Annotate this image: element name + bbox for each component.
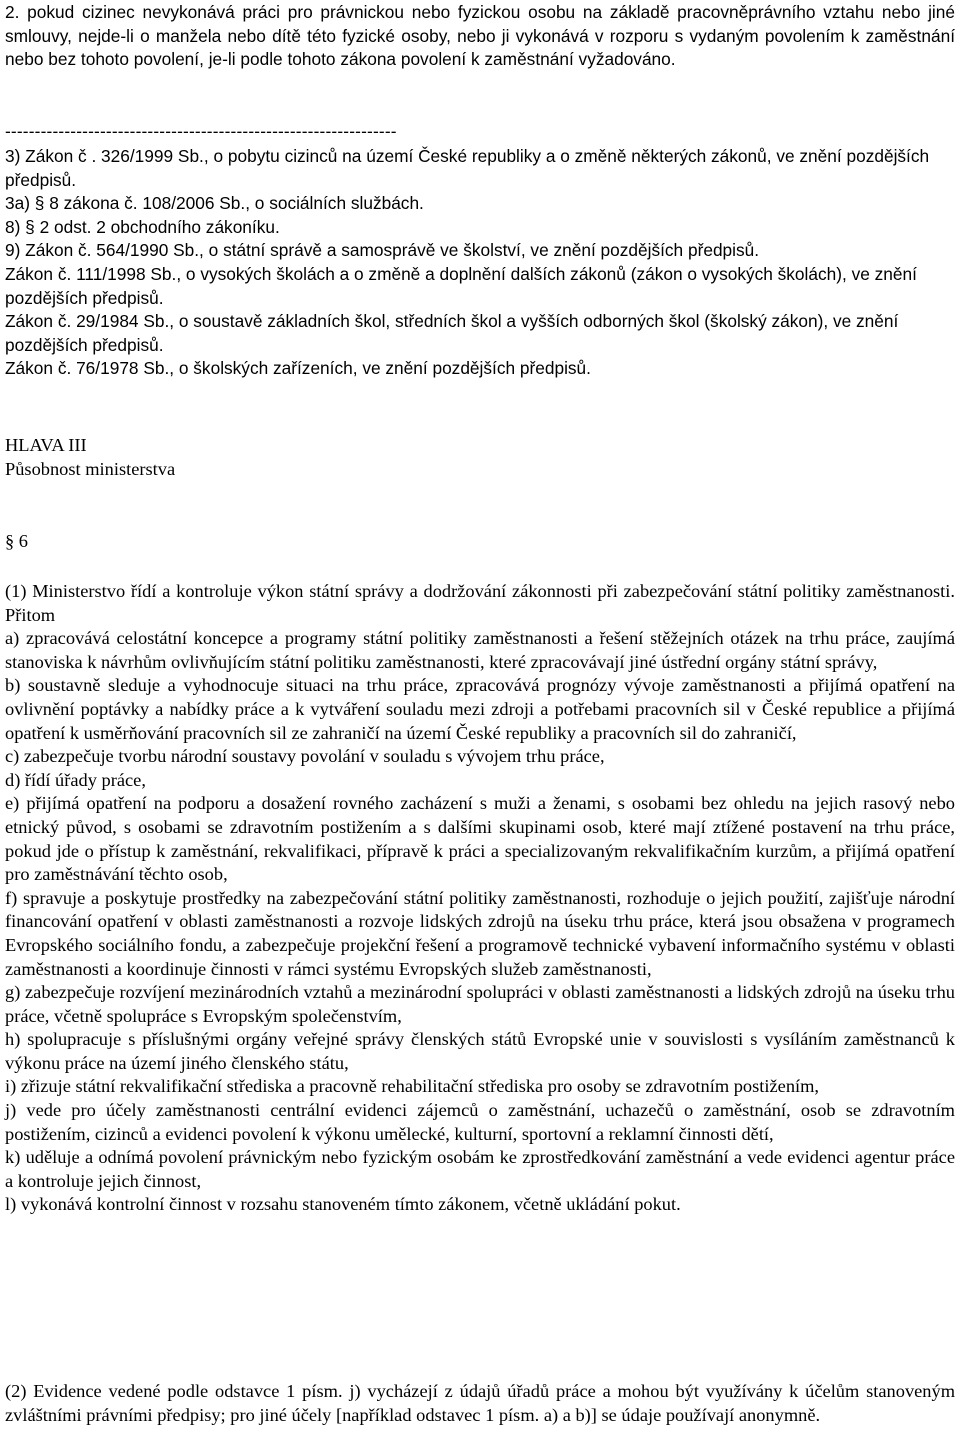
- chapter-header: [5, 434, 955, 481]
- footnote-9-law-29: Zákon č. 29/1984 Sb., o soustavě základních škol, středních škol a vyšších odborných škol (školský zákon), ve znění pozdějších předpisů.: [5, 311, 899, 355]
- footnote-8: 8) § 2 odst. 2 obchodního zákoníku.: [5, 216, 280, 237]
- footnote-9: 9) Zákon č. 564/1990 Sb., o státní správě a samosprávě ve školství, ve znění pozdějších předpisů.: [5, 240, 760, 261]
- paragraph-1: [5, 580, 955, 1217]
- footnote-divider: ------------------------------------------------------------------: [5, 121, 397, 141]
- paragraph-1-item-l: l) vykonává kontrolní činnost v rozsahu stanoveném tímto zákonem, včetně ukládání pokut.: [5, 1194, 681, 1215]
- paragraph-1-item-i: i) zřizuje státní rekvalifikační střediska a pracovně rehabilitační střediska pro osoby se zdravotním postižením,: [5, 1076, 820, 1097]
- paragraph-1-item-e: e) přijímá opatření na podporu a dosažení rovného zacházení s muži a ženami, s osobami bez ohledu na jejich rasový nebo etnický původ, s osobami se zdravotním postižením a s dalšími skupinami osob, které mají ztížené postavení na trhu práce, pokud jde o přístup k zaměstnání, rekvalifikaci, přípravě k práci a specializovaným rekvalifikačním kurzům, a přijímá opatření pro zaměstnávání těchto osob,: [5, 793, 955, 885]
- footnotes-block: [5, 145, 955, 381]
- paragraph-1-item-d: d) řídí úřady práce,: [5, 769, 146, 790]
- paragraph-1-item-g: g) zabezpečuje rozvíjení mezinárodních vztahů a mezinárodní spolupráci v oblasti zaměstnanosti a lidských zdrojů na úseku trhu práce, včetně spolupráce s Evropským společenstvím,: [5, 982, 955, 1026]
- section-number: § 6: [5, 531, 28, 551]
- footnote-9-law-76: Zákon č. 76/1978 Sb., o školských zařízeních, ve znění pozdějších předpisů.: [5, 358, 591, 379]
- top-paragraph: 2. pokud cizinec nevykonává práci pro právnickou nebo fyzickou osobu na základě pracovněprávního vztahu nebo jiné smlouvy, nejde-li o manžela nebo dítě této fyzické osoby, nebo ji vykonává v rozporu s vydaným povolením k zaměstnání nebo bez tohoto povolení, je-li podle tohoto zákona povolení k zaměstnání vyžadováno.: [5, 2, 955, 70]
- top-paragraph-block: [5, 1, 955, 72]
- paragraph-2-text: (2) Evidence vedené podle odstavce 1 písm. j) vycházejí z údajů úřadů práce a mohou být využívány k účelům stanoveným zvláštními právními předpisy; pro jiné účely [například odstavec 1 písm. a) a b)] se údaje používají anonymně.: [5, 1381, 955, 1425]
- paragraph-1-item-k: k) uděluje a odnímá povolení právnickým nebo fyzickým osobám ke zprostředkování zaměstnání a vede evidenci agentur práce a kontroluje jejich činnost,: [5, 1147, 955, 1191]
- chapter-title: Působnost ministerstva: [5, 458, 176, 479]
- paragraph-2: [5, 1380, 955, 1427]
- footnote-3: 3) Zákon č . 326/1999 Sb., o pobytu cizinců na území České republiky a o změně některých zákonů, ve znění pozdějších předpisů.: [5, 146, 930, 190]
- paragraph-1-item-f: f) spravuje a poskytuje prostředky na zabezpečování státní politiky zaměstnanosti, rozhoduje o jejich použití, zajišťuje národní financování opatření v oblasti zaměstnanosti a rozvoje lidských zdrojů na úseku trhu práce, která jsou obsažena v programech Evropského sociálního fondu, a zabezpečuje projekční řešení a programově technické vybavení informačního systému v oblasti zaměstnanosti a koordinuje činnosti v rámci systému Evropských služeb zaměstnanosti,: [5, 887, 955, 979]
- paragraph-1-item-a: a) zpracovává celostátní koncepce a programy státní politiky zaměstnanosti a řešení stěžejních otázek na trhu práce, zaujímá stanoviska k návrhům ovlivňujícím státní politiku zaměstnanosti, které zpracovávají jiné ústřední orgány státní správy,: [5, 628, 955, 672]
- footnote-3a: 3a) § 8 zákona č. 108/2006 Sb., o sociálních službách.: [5, 193, 424, 214]
- chapter-heading: HLAVA III: [5, 435, 87, 455]
- paragraph-1-item-b: b) soustavně sleduje a vyhodnocuje situaci na trhu práce, zpracovává prognózy vývoje zaměstnanosti a přijímá opatření na ovlivnění poptávky a nabídky práce a k vytváření souladu mezi zdroji a potřebami pracovních sil v České republice a přijímá opatření k usměrňování pracovních sil ze zahraničí na území České republiky a pracovních sil do zahraničí,: [5, 675, 955, 743]
- paragraph-1-intro: (1) Ministerstvo řídí a kontroluje výkon státní správy a dodržování zákonnosti při zabezpečování státní politiky zaměstnanosti. Přitom: [5, 581, 955, 625]
- paragraph-1-item-h: h) spolupracuje s příslušnými orgány veřejné správy členských států Evropské unie v souvislosti s vysíláním zaměstnanců k výkonu práce na území jiného členského státu,: [5, 1029, 955, 1073]
- footnote-9-law-111: Zákon č. 111/1998 Sb., o vysokých školách a o změně a doplnění dalších zákonů (zákon o vysokých školách), ve znění pozdějších předpisů.: [5, 263, 917, 308]
- paragraph-1-item-c: c) zabezpečuje tvorbu národní soustavy povolání v souladu s vývojem trhu práce,: [5, 746, 605, 767]
- paragraph-1-item-j: j) vede pro účely zaměstnanosti centrální evidenci zájemců o zaměstnání, uchazečů o zaměstnání, osob se zdravotním postižením, cizinců a evidenci povolení k výkonu umělecké, kulturní, sportovní a reklamní činnosti dětí,: [5, 1100, 955, 1144]
